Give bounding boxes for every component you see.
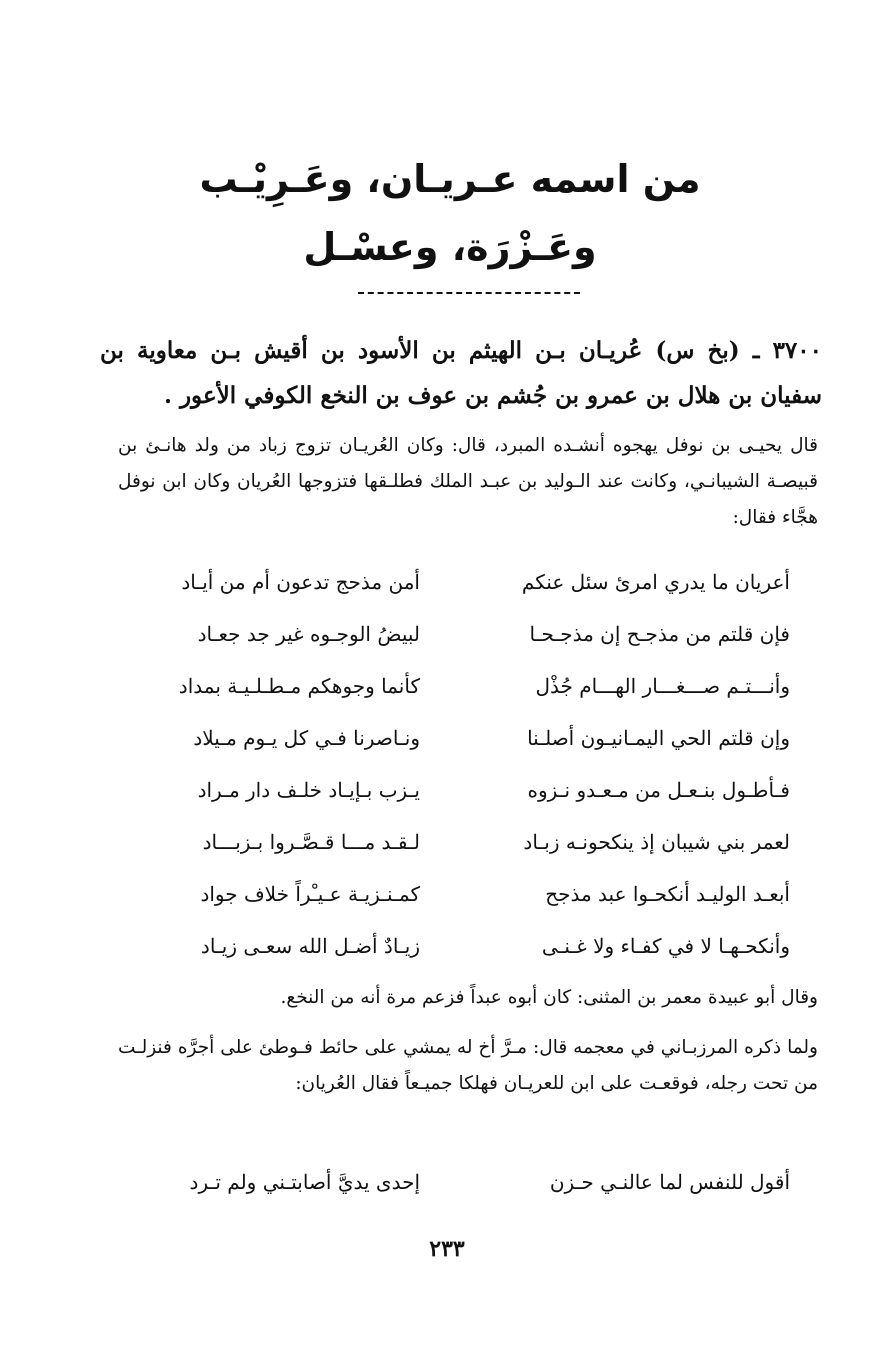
verse-second-hemistich: يـزب بـإيـاد خلـف دار مـراد	[197, 778, 420, 802]
poem-verse	[140, 1164, 790, 1204]
poem-verse	[140, 824, 790, 864]
page-number: ٢٣٣	[429, 1236, 465, 1262]
verse-second-hemistich: زيـادٌ أضـل الله سعـى زيـاد	[200, 934, 420, 958]
verse-first-hemistich: أعريان ما يدري امرئ سئل عنكم	[521, 570, 790, 594]
poem-verse	[140, 876, 790, 916]
title-divider	[358, 292, 580, 294]
poem-verse	[140, 668, 790, 708]
poem-verse	[140, 720, 790, 760]
verse-first-hemistich: فـأطـول بنـعـل من مـعـدو نـزوه	[527, 778, 790, 802]
poem-verse	[140, 772, 790, 812]
verse-first-hemistich: وأنكحـهـا لا في كفـاء ولا غـنـى	[541, 934, 790, 958]
verse-second-hemistich: كمـنـزيـة عـيـْراً خلاف جواد	[200, 882, 420, 906]
verse-first-hemistich: وأنـــتـم صـــغـــار الهـــام جُذْل	[535, 674, 790, 698]
section-title-line-1: من اسمه عـريـان، وعَـرِيْـب	[199, 157, 701, 201]
section-title-line-2: وعَـزْرَة، وعسْـل	[303, 225, 597, 269]
poem-verse	[140, 928, 790, 968]
body-paragraph: ولما ذكره المرزبـاني في معجمه قال: مـرَّ أخ له يمشي على حائط فـوطئ على أجرَّه فنزلـت من تحت رجله، فوقعـت على ابن للعريـان فهلكا جميـعاً فقال العُريان:	[118, 1037, 818, 1094]
verse-second-hemistich: إحدى يديَّ أصابتـني ولم تـرد	[189, 1170, 420, 1194]
verse-second-hemistich: ونـاصرنا فـي كل يـوم مـيلاد	[193, 726, 420, 750]
verse-second-hemistich: لبيضُ الوجـوه غير جد جعـاد	[197, 622, 420, 646]
verse-first-hemistich: أبعـد الوليـد أنكحـوا عبد مذجح	[545, 882, 790, 906]
verse-first-hemistich: فإن قلتم من مذجـح إن مذجـحـا	[529, 622, 790, 646]
poem-verse	[140, 616, 790, 656]
verse-second-hemistich: كأنما وجوهكم مـطـلـيـة بمداد	[178, 674, 420, 698]
body-paragraph: قال يحيـى بن نوفل يهجوه أنشـده المبرد، قال: وكان العُريـان تزوج زباد من ولد هانـئ بن قبيصـة الشيبانـي، وكانت عند الـوليد بن عبـد الملك فطلـقها فتزوجها العُريان وكان ابن نوفل هجَّاء فقال:	[118, 435, 818, 528]
biography-entry-heading: ٣٧٠٠ ـ (بخ س) عُريـان بـن الهيثم بن الأسود بن أقيش بـن معاوية بن سفيان بن هلال بن عمرو بن جُشم بن عوف بن النخع الكوفي الأعور .	[100, 337, 822, 409]
verse-first-hemistich: لعمر بني شيبان إذ ينكحونـه زبـاد	[523, 830, 790, 854]
verse-first-hemistich: أقول للنفس لما عالنـي حـزن	[549, 1170, 790, 1194]
body-paragraph: وقال أبو عبيدة معمر بن المثنى: كان أبوه عبداً فزعم مرة أنه من النخع.	[280, 987, 818, 1008]
poem-verse	[140, 564, 790, 604]
verse-second-hemistich: لـقـد مـــا قـصَّـروا بـزبـــاد	[202, 830, 420, 854]
verse-second-hemistich: أمن مذحج تدعون أم من أيـاد	[181, 570, 420, 594]
verse-first-hemistich: وإن قلتم الحي اليمـانيـون أصلـنا	[527, 726, 790, 750]
